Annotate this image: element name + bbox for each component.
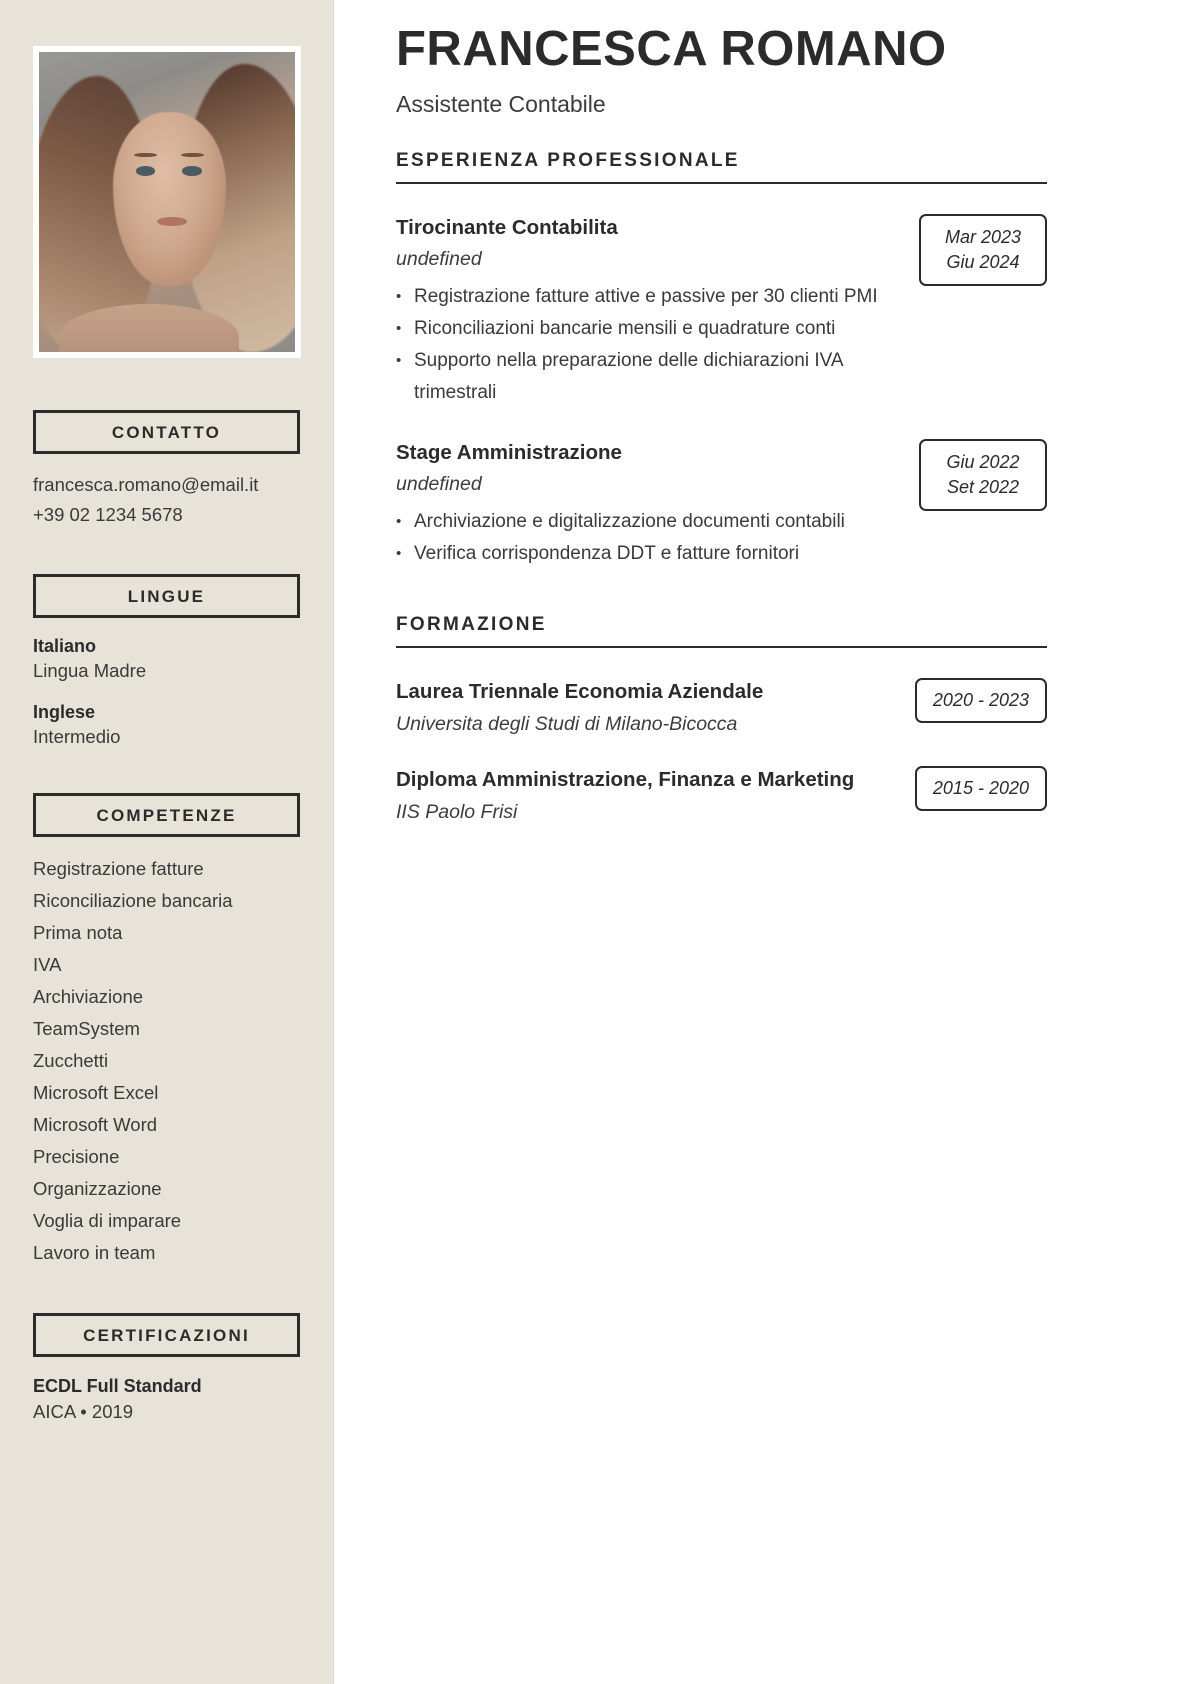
education-degree: Diploma Amministrazione, Finanza e Marketing: [396, 768, 855, 792]
skill-item: Lavoro in team: [33, 1242, 156, 1263]
contact-section-header: [33, 410, 300, 454]
education-period: 2015 - 2020: [932, 778, 1029, 799]
education-section-heading: FORMAZIONE: [396, 614, 1047, 648]
profile-photo: [39, 52, 295, 352]
education-school: IIS Paolo Frisi: [396, 801, 518, 824]
experience-date-start: Mar 2023: [944, 227, 1022, 248]
skill-item: IVA: [33, 954, 62, 975]
experience-bullet: • Supporto nella preparazione delle dichiarazioni IVA trimestrali: [396, 345, 897, 409]
experience-section-heading: ESPERIENZA PROFESSIONALE: [396, 150, 1047, 184]
photo-eye-right: [182, 166, 201, 176]
language-level: Intermedio: [33, 726, 121, 747]
education-school: Universita degli Studi di Milano-Bicocca: [396, 713, 738, 736]
experience-date-badge: [919, 214, 1047, 286]
languages-section: [33, 574, 300, 749]
experience-company: undefined: [396, 473, 482, 496]
education-entry: [396, 678, 1047, 738]
skills-section-title: COMPETENZE: [96, 806, 237, 825]
experience-job-title: Stage Amministrazione: [396, 441, 622, 465]
languages-section-header: [33, 574, 300, 618]
language-item: [33, 634, 300, 683]
experience-bullets: [396, 506, 897, 570]
skill-item: Registrazione fatture: [33, 858, 204, 879]
experience-bullet: • Verifica corrispondenza DDT e fatture fornitori: [396, 538, 897, 570]
skill-item: Archiviazione: [33, 986, 144, 1007]
skill-item: Microsoft Excel: [33, 1082, 159, 1103]
photo-eyebrow-left: [134, 153, 157, 158]
experience-bullet: • Registrazione fatture attive e passive per 30 clienti PMI: [396, 281, 897, 313]
language-name: Italiano: [33, 636, 97, 656]
skill-item: Prima nota: [33, 922, 123, 943]
profile-photo-frame: [33, 46, 301, 358]
language-level: Lingua Madre: [33, 660, 147, 681]
experience-company: undefined: [396, 248, 482, 271]
experience-date-end: Giu 2024: [946, 252, 1020, 273]
skill-item: Microsoft Word: [33, 1114, 158, 1135]
experience-date-end: Set 2022: [946, 477, 1020, 498]
experience-entry: [396, 214, 1047, 409]
experience-bullet: • Riconciliazioni bancarie mensili e quadrature conti: [396, 313, 897, 345]
certification-item: [33, 1373, 300, 1425]
skills-section: [33, 793, 300, 1269]
skill-item: Organizzazione: [33, 1178, 162, 1199]
skills-section-header: [33, 793, 300, 837]
languages-section-title: LINGUE: [127, 587, 206, 606]
skill-item: Precisione: [33, 1146, 120, 1167]
photo-face: [113, 112, 226, 286]
education-entry: [396, 766, 1047, 826]
sidebar: [0, 0, 334, 1684]
education-degree: Laurea Triennale Economia Aziendale: [396, 680, 764, 704]
contact-section: [33, 410, 300, 530]
skill-item: Riconciliazione bancaria: [33, 890, 233, 911]
experience-date-start: Giu 2022: [946, 452, 1020, 473]
skill-item: Zucchetti: [33, 1050, 109, 1071]
certifications-section: [33, 1313, 300, 1425]
contact-section-title: CONTATTO: [111, 423, 222, 442]
skill-item: Voglia di imparare: [33, 1210, 182, 1231]
skill-item: TeamSystem: [33, 1018, 140, 1039]
experience-entry: [396, 439, 1047, 570]
language-item: [33, 700, 300, 749]
education-period: 2020 - 2023: [932, 690, 1029, 711]
education-date-badge: [915, 678, 1047, 723]
certifications-section-title: CERTIFICAZIONI: [83, 1326, 250, 1345]
main-content: [334, 0, 1190, 1684]
education-date-badge: [915, 766, 1047, 811]
experience-bullet: • Archiviazione e digitalizzazione documenti contabili: [396, 506, 897, 538]
experience-date-badge: [919, 439, 1047, 511]
contact-email[interactable]: francesca.romano@email.it: [33, 474, 259, 495]
certification-name: ECDL Full Standard: [33, 1376, 202, 1396]
experience-job-title: Tirocinante Contabilita: [396, 216, 618, 240]
language-name: Inglese: [33, 702, 96, 722]
page-title: FRANCESCA ROMANO: [396, 22, 947, 76]
contact-phone[interactable]: +39 02 1234 5678: [33, 504, 183, 525]
certifications-section-header: [33, 1313, 300, 1357]
experience-bullets: [396, 281, 897, 409]
certification-meta: AICA • 2019: [33, 1401, 134, 1422]
photo-eye-left: [136, 166, 155, 176]
job-title: Assistente Contabile: [396, 90, 606, 117]
